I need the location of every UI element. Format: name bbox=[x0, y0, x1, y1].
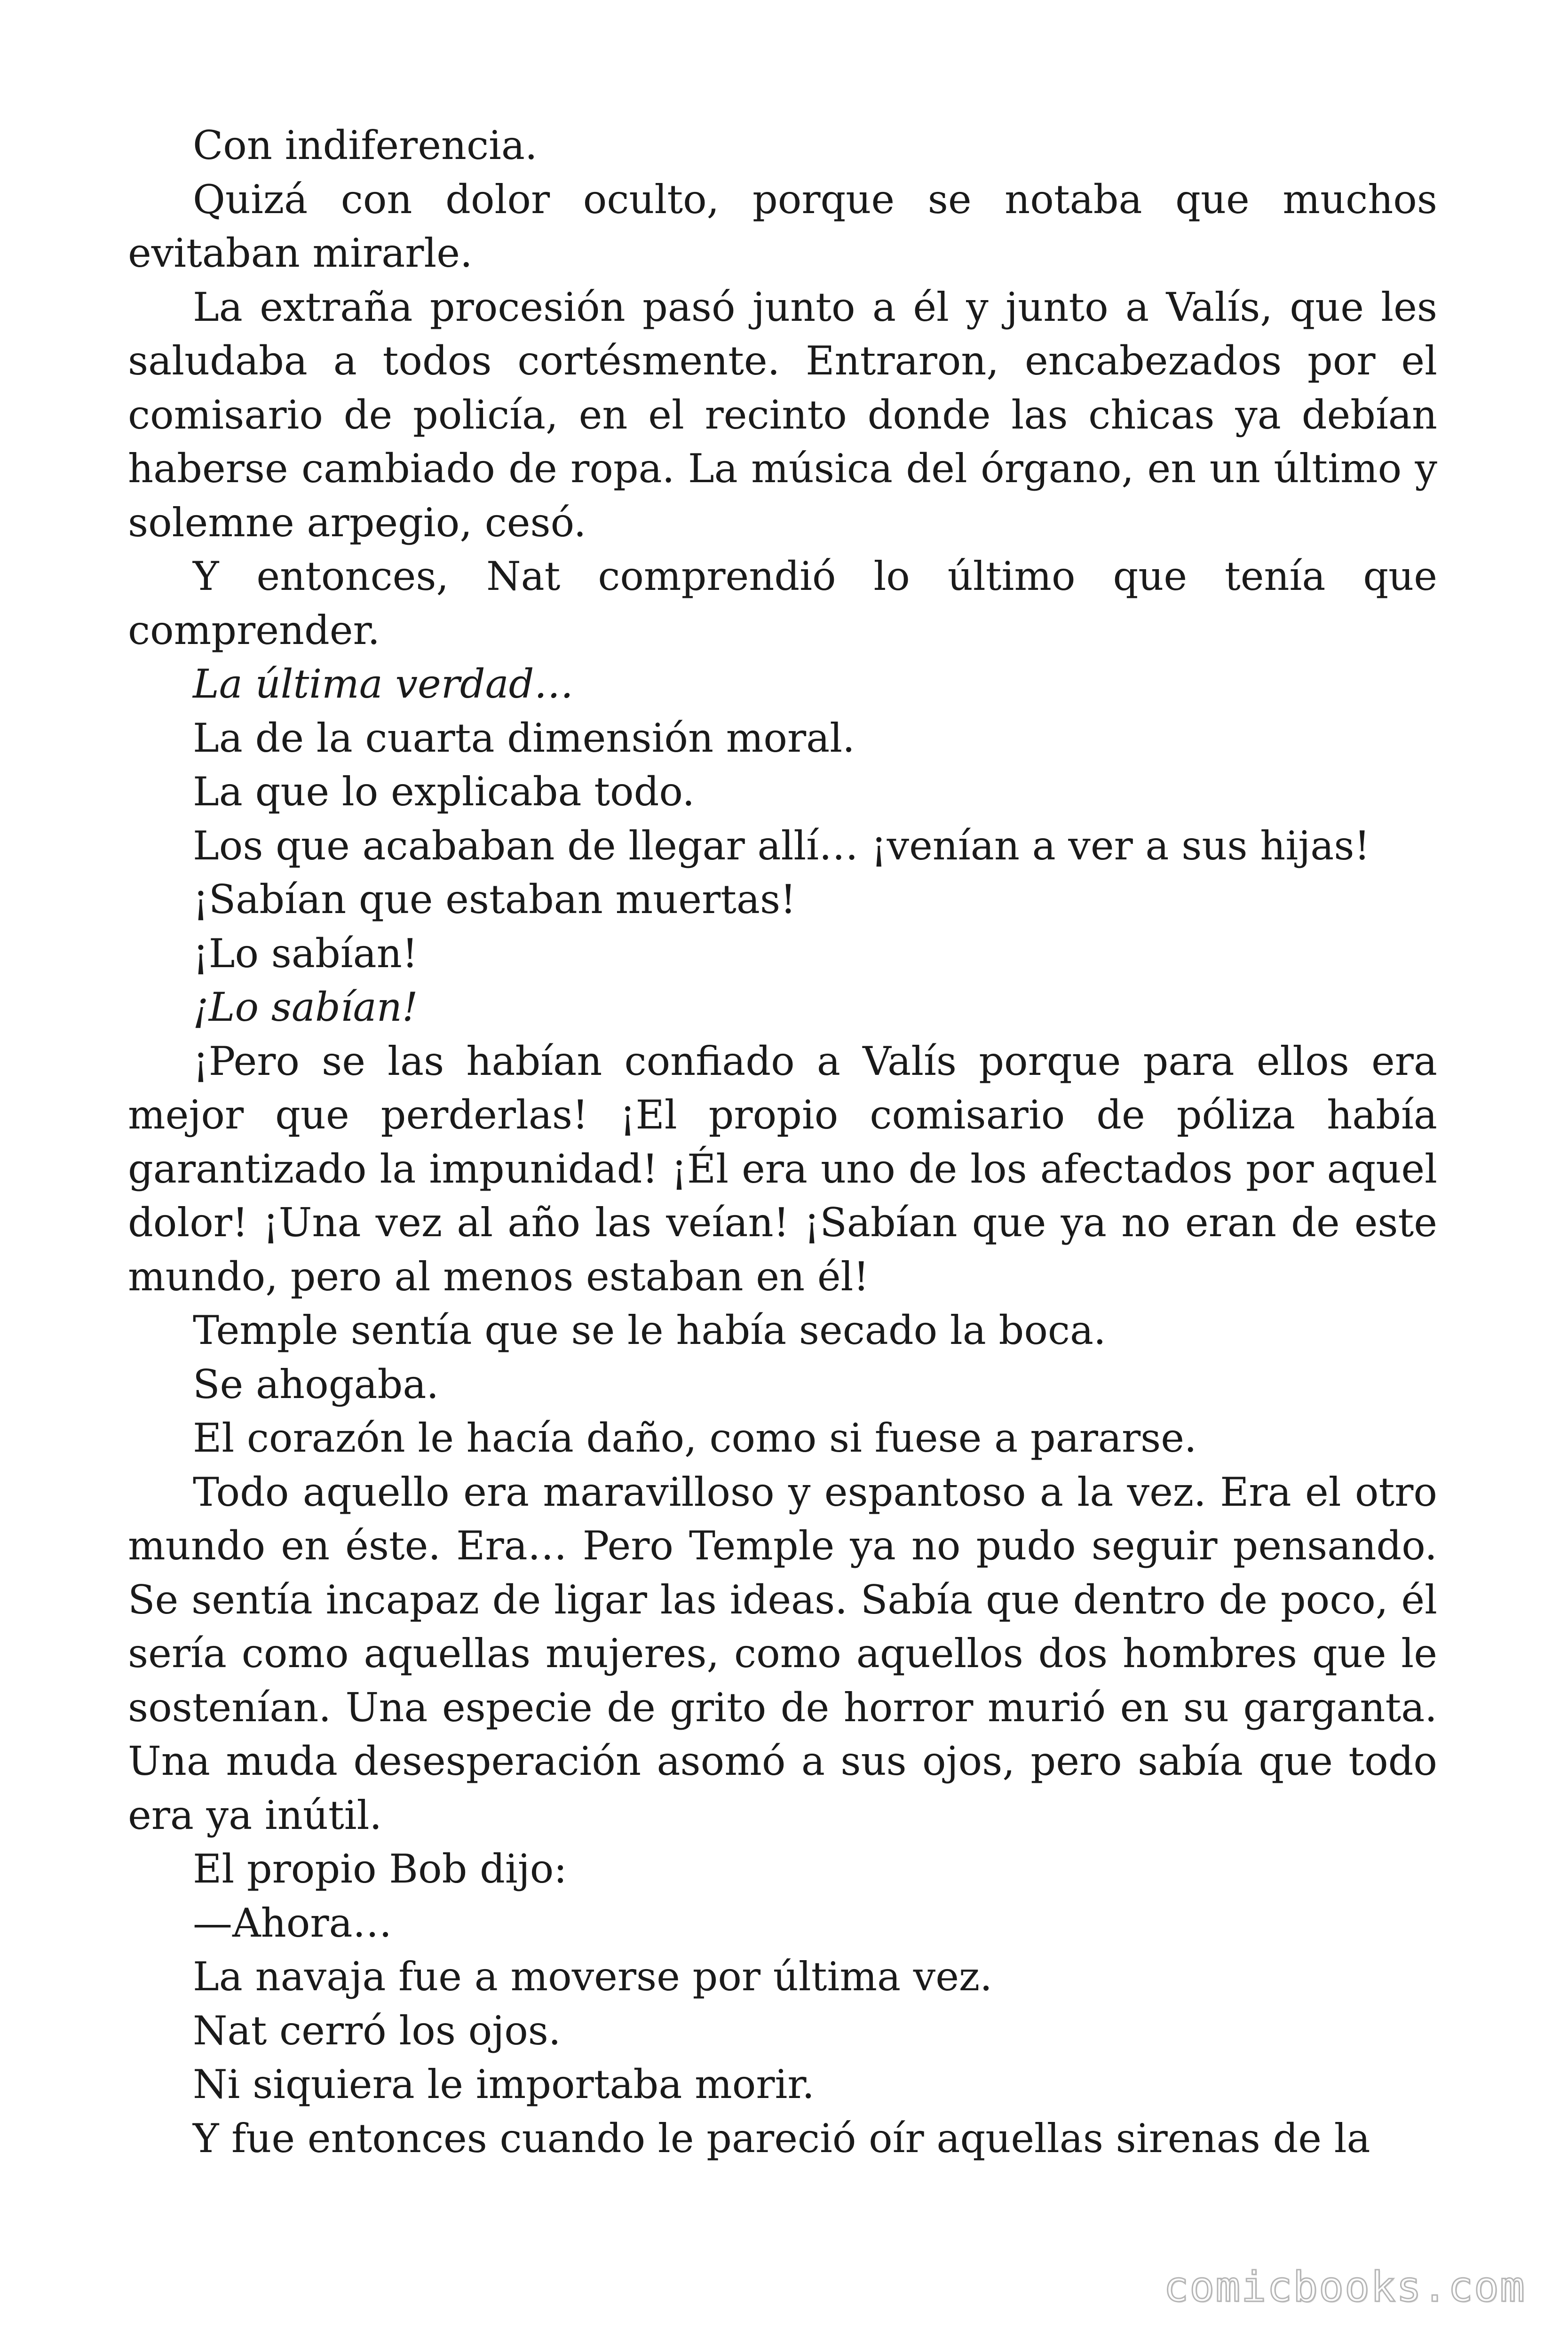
paragraph: Todo aquello era maravilloso y espantoso a la vez. Era el otro mundo en éste. Era… Pero Temple ya no pudo seguir pensando. Se sentía incapaz de ligar las ideas. Sabía que dentro de poco, él sería como aquellas mujeres, como aquellos dos hombres que le sostenían. Una especie de grito de horror murió en su garganta. Una muda desesperación asomó a sus ojos, pero sabía que todo era ya inútil. bbox=[128, 1469, 1437, 1838]
paragraph: Nat cerró los ojos. bbox=[193, 2007, 561, 2054]
paragraph: Se ahogaba. bbox=[193, 1361, 439, 1407]
paragraph: Temple sentía que se le había secado la boca. bbox=[193, 1307, 1106, 1353]
paragraph: ¡Pero se las habían confiado a Valís porque para ellos era mejor que perderlas! ¡El propio comisario de póliza había garantizado la impunidad! ¡Él era uno de los afectados por aquel dolor! ¡Una vez al año las veían! ¡Sabían que ya no eran de este mundo, pero al menos estaban en él! bbox=[128, 1038, 1437, 1300]
paragraph: Con indiferencia. bbox=[193, 122, 538, 168]
paragraph: Quizá con dolor oculto, porque se notaba que muchos evitaban mirarle. bbox=[128, 176, 1437, 276]
paragraph: La que lo explicaba todo. bbox=[193, 769, 695, 815]
paragraph: El corazón le hacía daño, como si fuese a pararse. bbox=[193, 1415, 1197, 1461]
paragraph: La extraña procesión pasó junto a él y junto a Valís, que les saludaba a todos cortésmente. Entraron, encabezados por el comisario de policía, en el recinto donde las chicas ya debían haberse cambiado de ropa. La música del órgano, en un último y solemne arpegio, cesó. bbox=[128, 284, 1437, 546]
paragraph: ¡Lo sabían! bbox=[193, 930, 418, 977]
paragraph: ¡Sabían que estaban muertas! bbox=[193, 876, 796, 922]
paragraph: Y entonces, Nat comprendió lo último que tenía que comprender. bbox=[128, 553, 1437, 653]
paragraph: La de la cuarta dimensión moral. bbox=[193, 715, 855, 761]
paragraph: Y fue entonces cuando le pareció oír aquellas sirenas de la bbox=[193, 2115, 1370, 2161]
paragraph: Los que acababan de llegar allí… ¡venían a ver a sus hijas! bbox=[193, 822, 1370, 869]
paragraph: Ni siquiera le importaba morir. bbox=[193, 2061, 815, 2107]
paragraph: La navaja fue a moverse por última vez. bbox=[193, 1954, 992, 2000]
page-text bbox=[128, 119, 1437, 2165]
italic-paragraph: La última verdad… bbox=[193, 661, 574, 707]
paragraph: El propio Bob dijo: bbox=[193, 1846, 567, 1892]
italic-paragraph: ¡Lo sabían! bbox=[193, 984, 418, 1030]
paragraph: —Ahora… bbox=[193, 1899, 392, 1946]
watermark: comicbooks.com bbox=[1164, 2263, 1526, 2311]
